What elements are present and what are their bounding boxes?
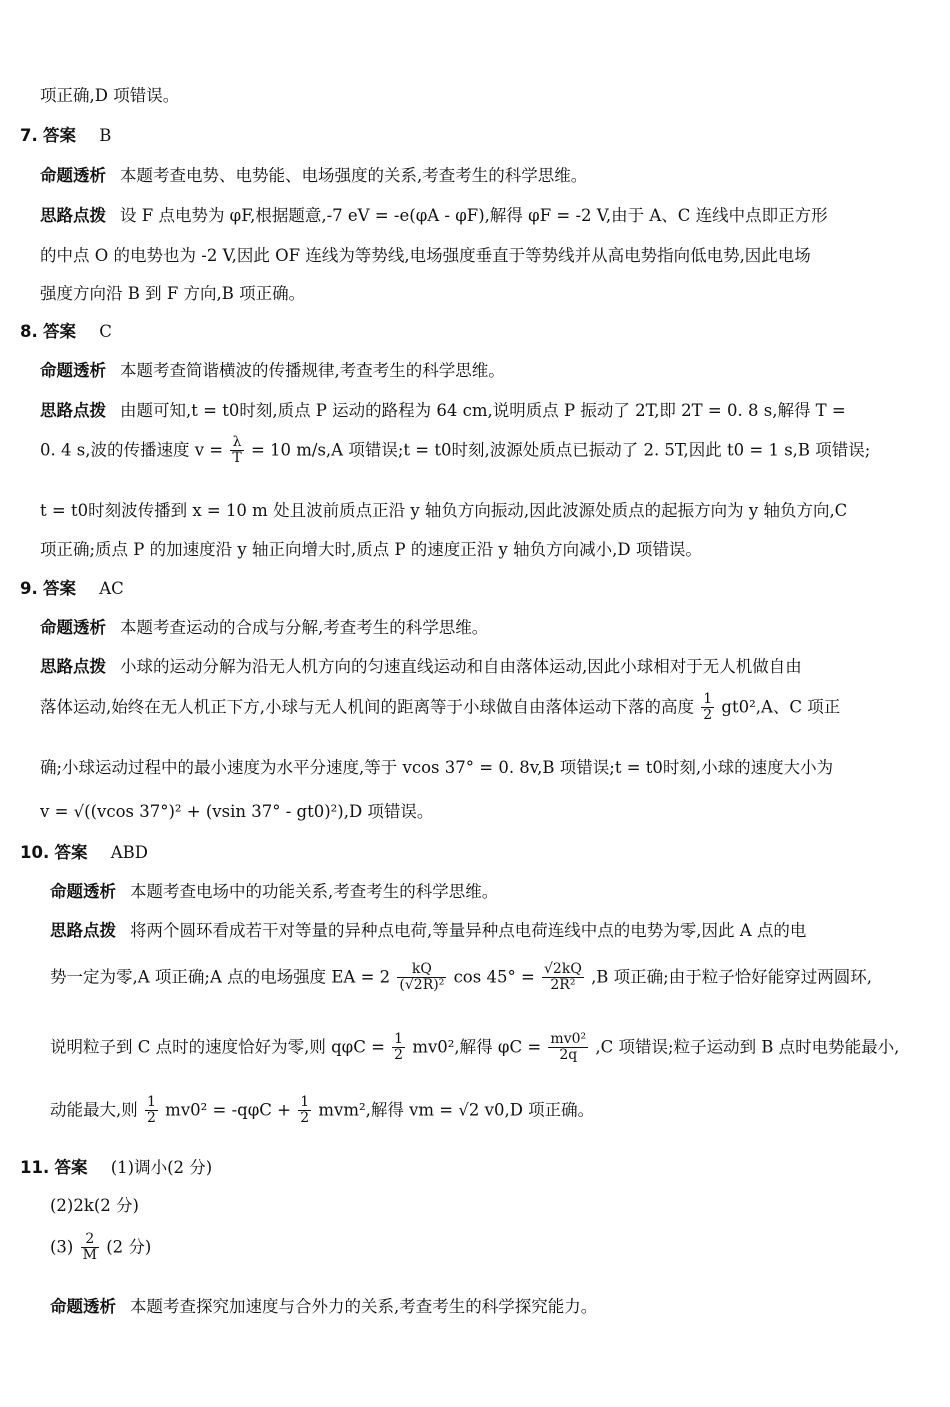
question-11-header: 11. 答案 (1)调小(2 分): [20, 1158, 213, 1177]
q7-hint-line-2: 的中点 O 的电势也为 -2 V,因此 OF 连线为等势线,电场强度垂直于等势线并从高电势指向低电势,因此电场: [40, 246, 811, 265]
question-10-header: 10. 答案 ABD: [20, 843, 149, 862]
q10-hint-line-3: 说明粒子到 C 点时的速度恰好为零,则 qφC = $\frac{1}{2}$ mv0²,解得 φC = $\frac{\text{mv0²}}{2q}$ ,C 项错误;粒子运动到 B 点时电势能最小,: [50, 1031, 900, 1064]
q8-hint-line-2: 0. 4 s,波的传播速度 v = $\frac{\lambda}{T}$ = 10 m/s,A 项错误;t = t0时刻,波源处质点已振动了 2. 5T,因此 t0 = 1 s,B 项错误;: [40, 434, 871, 467]
q7-intent: 命题透析 本题考查电势、电势能、电场强度的关系,考查考生的科学思维。: [40, 166, 588, 185]
q10-hint-line-4: 动能最大,则 $\frac{1}{2}$ mv0² = -qφC + $\frac{1}{2}$ mvm²,解得 vm = √2 v0,D 项正确。: [50, 1094, 595, 1127]
fraction: $\frac{2}{M}$: [82, 1231, 97, 1264]
fraction: $\frac{1}{2}$: [300, 1094, 310, 1127]
paragraph-line: 项正确,D 项错误。: [40, 86, 180, 105]
q9-hint-line-1: 思路点拨 小球的运动分解为沿无人机方向的匀速直线运动和自由落体运动,因此小球相对于无人机做自由: [40, 657, 802, 676]
question-8-header: 8. 答案 C: [20, 322, 112, 341]
question-7-header: 7. 答案 B: [20, 126, 112, 145]
q11-part-2: (2)2k(2 分): [50, 1196, 139, 1215]
q8-intent: 命题透析 本题考查简谐横波的传播规律,考查考生的科学思维。: [40, 361, 505, 380]
q10-hint-line-1: 思路点拨 将两个圆环看成若干对等量的异种点电荷,等量异种点电荷连线中点的电势为零,因此 A 点的电: [50, 921, 807, 940]
q9-hint-line-3: 确;小球运动过程中的最小速度为水平分速度,等于 vcos 37° = 0. 8v,B 项错误;t = t0时刻,小球的速度大小为: [40, 758, 834, 777]
q10-hint-line-2: 势一定为零,A 项正确;A 点的电场强度 EA = 2 $\frac{kQ}{\text{(√2R)²}}$ cos 45° = $\frac{√2kQ}{\text{2R²}}$ ,B 项正确;由于粒子恰好能穿过两圆环,: [50, 961, 872, 994]
q9-intent: 命题透析 本题考查运动的合成与分解,考查考生的科学思维。: [40, 618, 489, 637]
q11-part-3: (3) $\frac{2}{M}$ (2 分): [50, 1231, 152, 1264]
fraction: $\frac{√2kQ}{\text{2R²}}$: [544, 961, 582, 994]
q8-hint-line-4: 项正确;质点 P 的加速度沿 y 轴正向增大时,质点 P 的速度正沿 y 轴负方向减小,D 项错误。: [40, 540, 702, 559]
q7-hint-line-3: 强度方向沿 B 到 F 方向,B 项正确。: [40, 284, 306, 303]
q9-hint-line-4: v = √((vcos 37°)² + (vsin 37° - gt0)²),D 项错误。: [40, 802, 434, 821]
q11-intent: 命题透析 本题考查探究加速度与合外力的关系,考查考生的科学探究能力。: [50, 1297, 598, 1316]
q8-hint-line-1: 思路点拨 由题可知,t = t0时刻,质点 P 运动的路程为 64 cm,说明质点 P 振动了 2T,即 2T = 0. 8 s,解得 T =: [40, 401, 846, 420]
fraction: $\frac{1}{2}$: [394, 1031, 404, 1064]
fraction: $\frac{\lambda}{T}$: [232, 434, 242, 467]
question-9-header: 9. 答案 AC: [20, 579, 124, 598]
q10-intent: 命题透析 本题考查电场中的功能关系,考查考生的科学思维。: [50, 882, 499, 901]
q7-hint-line-1: 思路点拨 设 F 点电势为 φF,根据题意,-7 eV = -e(φA - φF),解得 φF = -2 V,由于 A、C 连线中点即正方形: [40, 206, 828, 225]
fraction: $\frac{kQ}{\text{(√2R)²}}$: [399, 961, 445, 994]
fraction: $\frac{1}{2}$: [147, 1094, 156, 1127]
fraction: $\frac{1}{2}$: [703, 691, 713, 724]
q8-hint-line-3: t = t0时刻波传播到 x = 10 m 处且波前质点正沿 y 轴负方向振动,因此波源处质点的起振方向为 y 轴负方向,C: [40, 501, 848, 520]
q9-hint-line-2: 落体运动,始终在无人机正下方,小球与无人机间的距离等于小球做自由落体运动下落的高度 $\frac{1}{2}$ gt0²,A、C 项正: [40, 691, 841, 724]
fraction: $\frac{\text{mv0²}}{2q}$: [550, 1031, 587, 1064]
